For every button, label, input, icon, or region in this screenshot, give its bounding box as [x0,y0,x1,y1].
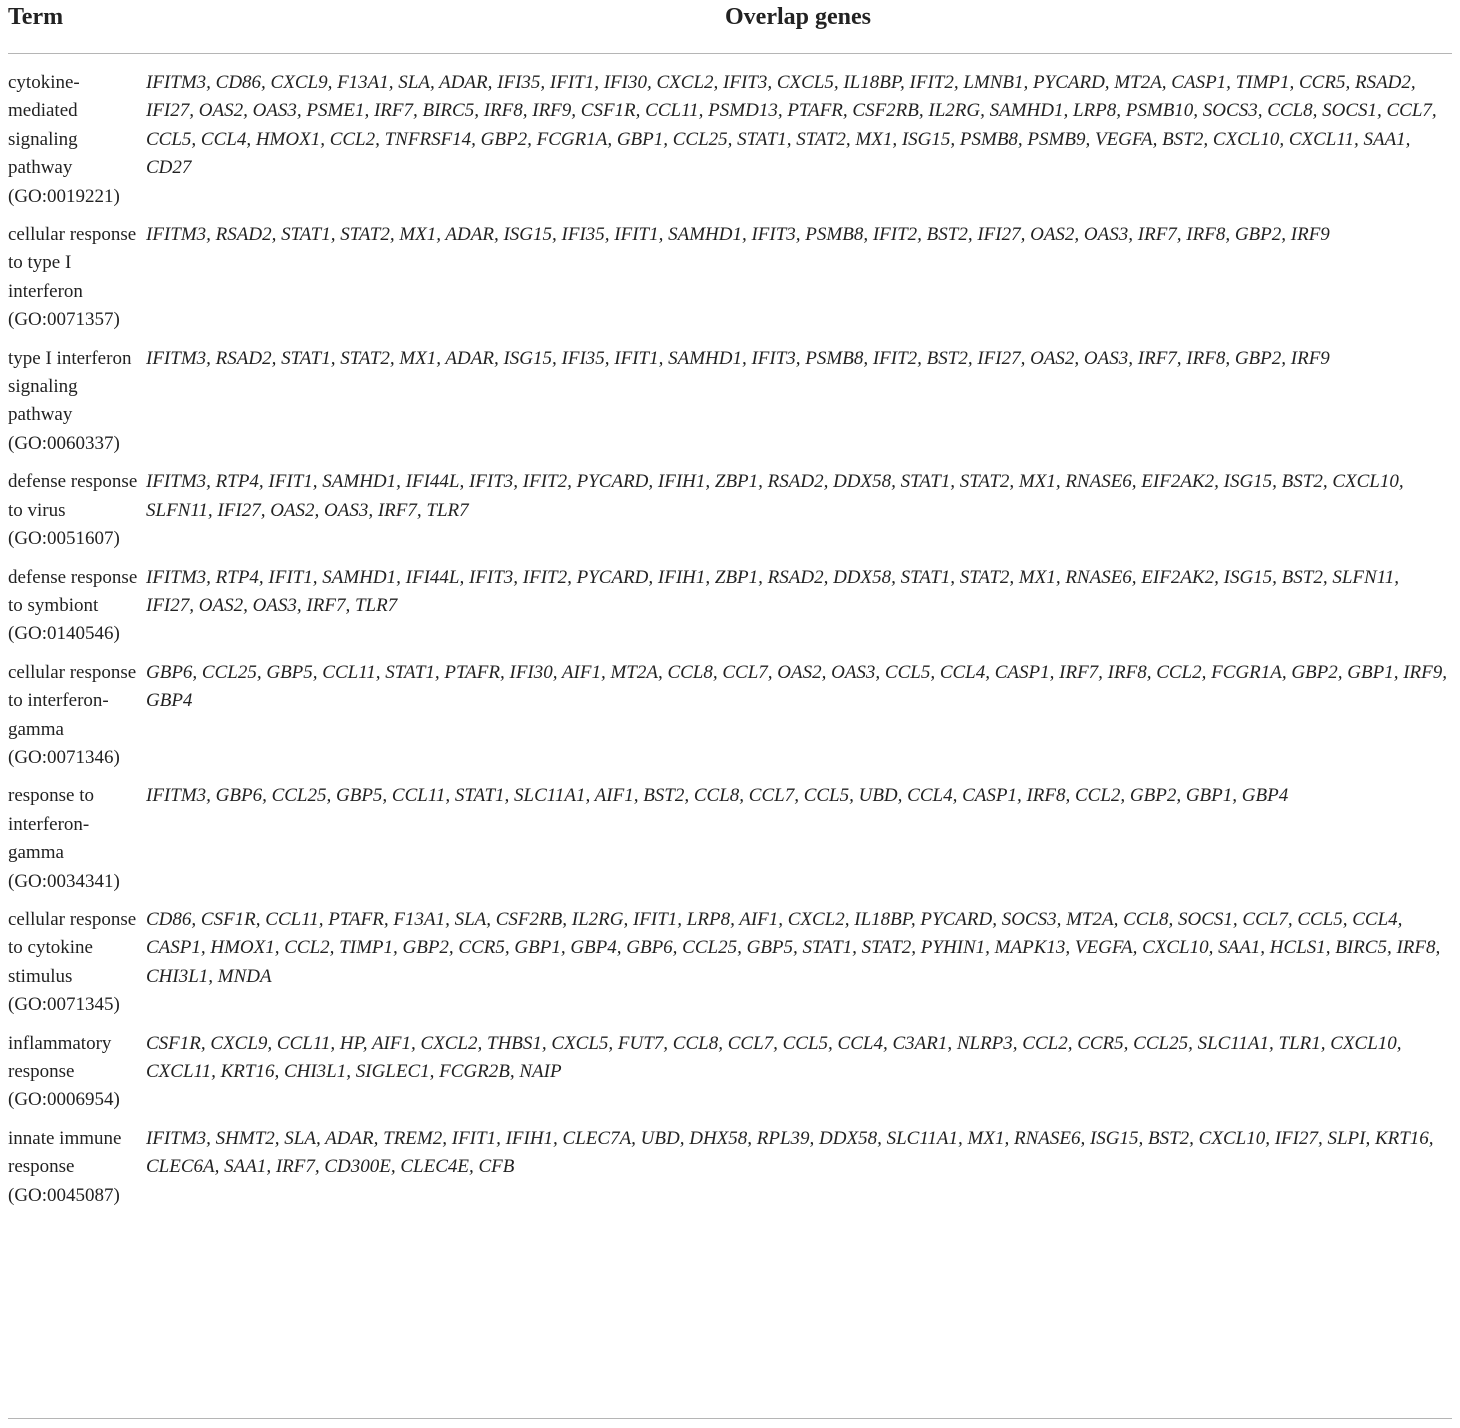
table-row [8,1125,1452,1210]
genes-cell: IFITM3, GBP6, CCL25, GBP5, CCL11, STAT1, SLC11A1, AIF1, BST2, CCL8, CCL7, CCL5, UBD, CCL4, CASP1, IRF8, CCL2, GBP2, GBP1, GBP4 [146,785,1289,807]
term-cell: cellular response to type I interferon (GO:0071357) [8,224,137,331]
term-cell: defense response to virus (GO:0051607) [8,471,138,550]
genes-cell: IFITM3, RSAD2, STAT1, STAT2, MX1, ADAR, ISG15, IFI35, IFIT1, SAMHD1, IFIT3, PSMB8, IFIT2, BST2, IFI27, OAS2, OAS3, IRF7, IRF8, GBP2, IRF9 [146,347,1330,369]
table-row [8,782,1452,896]
genes-cell: IFITM3, CD86, CXCL9, F13A1, SLA, ADAR, IFI35, IFIT1, IFI30, CXCL2, IFIT3, CXCL5, IL18BP, IFIT2, LMNB1, PYCARD, MT2A, CASP1, TIMP1, CCR5, RSAD2, IFI27, OAS2, OAS3, PSME1, IRF7, BIRC5, IRF8, IRF9, CSF1R, CCL11, PSMD13, PTAFR, CSF2RB, IL2RG, SAMHD1, LRP8, PSMB10, SOCS3, CCL8, SOCS1, CCL7, CCL5, CCL4, HMOX1, CCL2, TNFRSF14, GBP2, FCGR1A, GBP1, CCL25, STAT1, STAT2, MX1, ISG15, PSMB8, PSMB9, VEGFA, BST2, CXCL10, CXCL11, SAA1, CD27 [146,72,1437,179]
genes-cell: IFITM3, SHMT2, SLA, ADAR, TREM2, IFIT1, IFIH1, CLEC7A, UBD, DHX58, RPL39, DDX58, SLC11A1, MX1, RNASE6, ISG15, BST2, CXCL10, IFI27, SLPI, KRT16, CLEC6A, SAA1, IRF7, CD300E, CLEC4E, CFB [146,1127,1434,1178]
table-row [8,345,1452,459]
genes-cell: IFITM3, RTP4, IFIT1, SAMHD1, IFI44L, IFIT3, IFIT2, PYCARD, IFIH1, ZBP1, RSAD2, DDX58, STAT1, STAT2, MX1, RNASE6, EIF2AK2, ISG15, BST2, SLFN11, IFI27, OAS2, OAS3, IRF7, TLR7 [146,566,1400,616]
go-enrichment-table [8,0,1452,1220]
term-cell: innate immune response (GO:0045087) [8,1127,122,1206]
column-header-term: Term [8,4,64,30]
genes-cell: GBP6, CCL25, GBP5, CCL11, STAT1, PTAFR, IFI30, AIF1, MT2A, CCL8, CCL7, OAS2, OAS3, CCL5, CCL4, CASP1, IRF7, IRF8, CCL2, FCGR1A, GBP2, GBP1, IRF9, GBP4 [146,661,1447,712]
table-row [8,1030,1452,1115]
table-header [8,0,1452,54]
term-cell: cytokine-mediated signaling pathway (GO:0019221) [8,72,120,207]
column-header-overlap-genes: Overlap genes [725,4,871,30]
table-row [8,564,1452,649]
term-cell: inflammatory response (GO:0006954) [8,1032,120,1111]
genes-cell: CSF1R, CXCL9, CCL11, HP, AIF1, CXCL2, THBS1, CXCL5, FUT7, CCL8, CCL7, CCL5, CCL4, C3AR1, NLRP3, CCL2, CCR5, CCL25, SLC11A1, TLR1, CXCL10, CXCL11, KRT16, CHI3L1, SIGLEC1, FCGR2B, NAIP [146,1032,1402,1082]
genes-cell: IFITM3, RSAD2, STAT1, STAT2, MX1, ADAR, ISG15, IFI35, IFIT1, SAMHD1, IFIT3, PSMB8, IFIT2, BST2, IFI27, OAS2, OAS3, IRF7, IRF8, GBP2, IRF9 [146,224,1330,246]
genes-cell: IFITM3, RTP4, IFIT1, SAMHD1, IFI44L, IFIT3, IFIT2, PYCARD, IFIH1, ZBP1, RSAD2, DDX58, STAT1, STAT2, MX1, RNASE6, EIF2AK2, ISG15, BST2, CXCL10, SLFN11, IFI27, OAS2, OAS3, IRF7, TLR7 [146,471,1404,521]
term-cell: response to interferon-gamma (GO:0034341) [8,785,120,892]
term-cell: defense response to symbiont (GO:0140546) [8,566,138,645]
table-row [8,659,1452,773]
term-cell: type I interferon signaling pathway (GO:0060337) [8,347,132,454]
table-row [8,468,1452,553]
genes-cell: CD86, CSF1R, CCL11, PTAFR, F13A1, SLA, CSF2RB, IL2RG, IFIT1, LRP8, AIF1, CXCL2, IL18BP, PYCARD, SOCS3, MT2A, CCL8, SOCS1, CCL7, CCL5, CCL4, CASP1, HMOX1, CCL2, TIMP1, GBP2, CCR5, GBP1, GBP4, GBP6, CCL25, GBP5, STAT1, STAT2, PYHIN1, MAPK13, VEGFA, CXCL10, SAA1, HCLS1, BIRC5, IRF8, CHI3L1, MNDA [146,908,1441,987]
table-bottom-rule [8,1418,1452,1419]
table-row [8,906,1452,1020]
term-cell: cellular response to cytokine stimulus (GO:0071345) [8,908,137,1016]
term-cell: cellular response to interferon-gamma (GO:0071346) [8,661,137,768]
table-row [8,69,1452,211]
table-body [8,54,1452,1210]
table-row [8,221,1452,335]
